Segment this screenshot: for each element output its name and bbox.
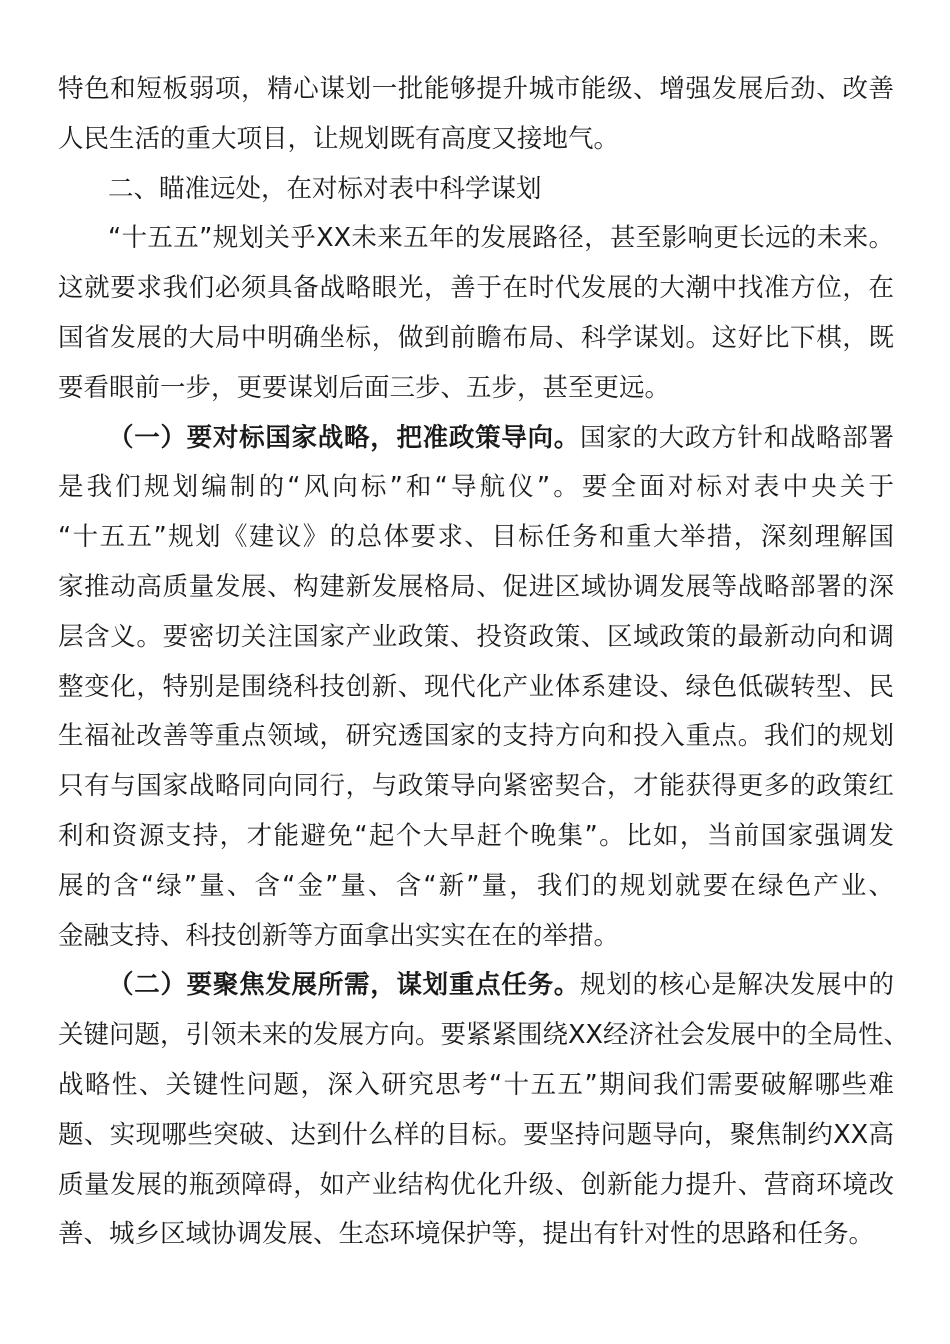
text-line: 国省发展的大局中明确坐标，做到前瞻布局、科学谋划。这好比下棋，既	[58, 322, 894, 353]
text-line: 层含义。要密切关注国家产业政策、投资政策、区域政策的最新动向和调	[58, 621, 894, 652]
text-line: 人民生活的重大项目，让规划既有高度又接地气。	[58, 123, 620, 154]
text-span: 国家的大政方针和战略部署	[580, 422, 894, 453]
subsection-line	[58, 414, 894, 464]
document-page	[58, 65, 909, 1260]
section-heading: 二、瞄准远处，在对标对表中科学谋划	[108, 173, 542, 204]
text-line: 这就要求我们必须具备战略眼光，善于在时代发展的大潮中找准方位，在	[58, 273, 894, 304]
subsection-heading: （二）要聚焦发展所需，谋划重点任务。	[108, 970, 581, 1001]
text-line: 关键问题，引领未来的发展方向。要紧紧围绕XX经济社会发展中的全局性、	[58, 1020, 909, 1051]
text-line: 金融支持、科技创新等方面拿出实实在在的举措。	[58, 920, 620, 951]
text-line: 要看眼前一步，更要谋划后面三步、五步，甚至更远。	[58, 372, 671, 403]
text-line: 展的含“绿”量、含“金”量、含“新”量，我们的规划就要在绿色产业、	[58, 870, 894, 901]
text-line: 特色和短板弱项，精心谋划一批能够提升城市能级、增强发展后劲、改善	[58, 74, 894, 104]
text-line: 质量发展的瓶颈障碍，如产业结构优化升级、创新能力提升、营商环境改	[58, 1169, 894, 1200]
subsection-line	[58, 961, 894, 1011]
text-line: 题、实现哪些突破、达到什么样的目标。要坚持问题导向，聚焦制约XX高	[58, 1119, 894, 1150]
text-line: 家推动高质量发展、构建新发展格局、促进区域协调发展等战略部署的深	[58, 571, 894, 602]
text-line: 战略性、关键性问题，深入研究思考“十五五”期间我们需要破解哪些难	[58, 1069, 894, 1100]
text-span: 规划的核心是解决发展中的	[580, 970, 894, 1001]
text-line: 是我们规划编制的“风向标”和“导航仪”。要全面对标对表中央关于	[58, 472, 894, 503]
text-line: 只有与国家战略同向同行，与政策导向紧密契合，才能获得更多的政策红	[58, 771, 894, 802]
subsection-heading: （一）要对标国家战略，把准政策导向。	[108, 422, 581, 453]
text-line: 利和资源支持，才能避免“起个大早赶个晚集”。比如，当前国家强调发	[58, 820, 894, 851]
text-line: 善、城乡区域协调发展、生态环境保护等，提出有针对性的思路和任务。	[58, 1219, 875, 1250]
text-line: 整变化，特别是围绕科技创新、现代化产业体系建设、绿色低碳转型、民	[58, 671, 894, 702]
text-line: 生福祉改善等重点领域，研究透国家的支持方向和投入重点。我们的规划	[58, 721, 894, 752]
text-line: “十五五”规划《建议》的总体要求、目标任务和重大举措，深刻理解国	[58, 522, 894, 553]
text-line: “十五五”规划关乎XX未来五年的发展路径，甚至影响更长远的未来。	[108, 223, 894, 254]
